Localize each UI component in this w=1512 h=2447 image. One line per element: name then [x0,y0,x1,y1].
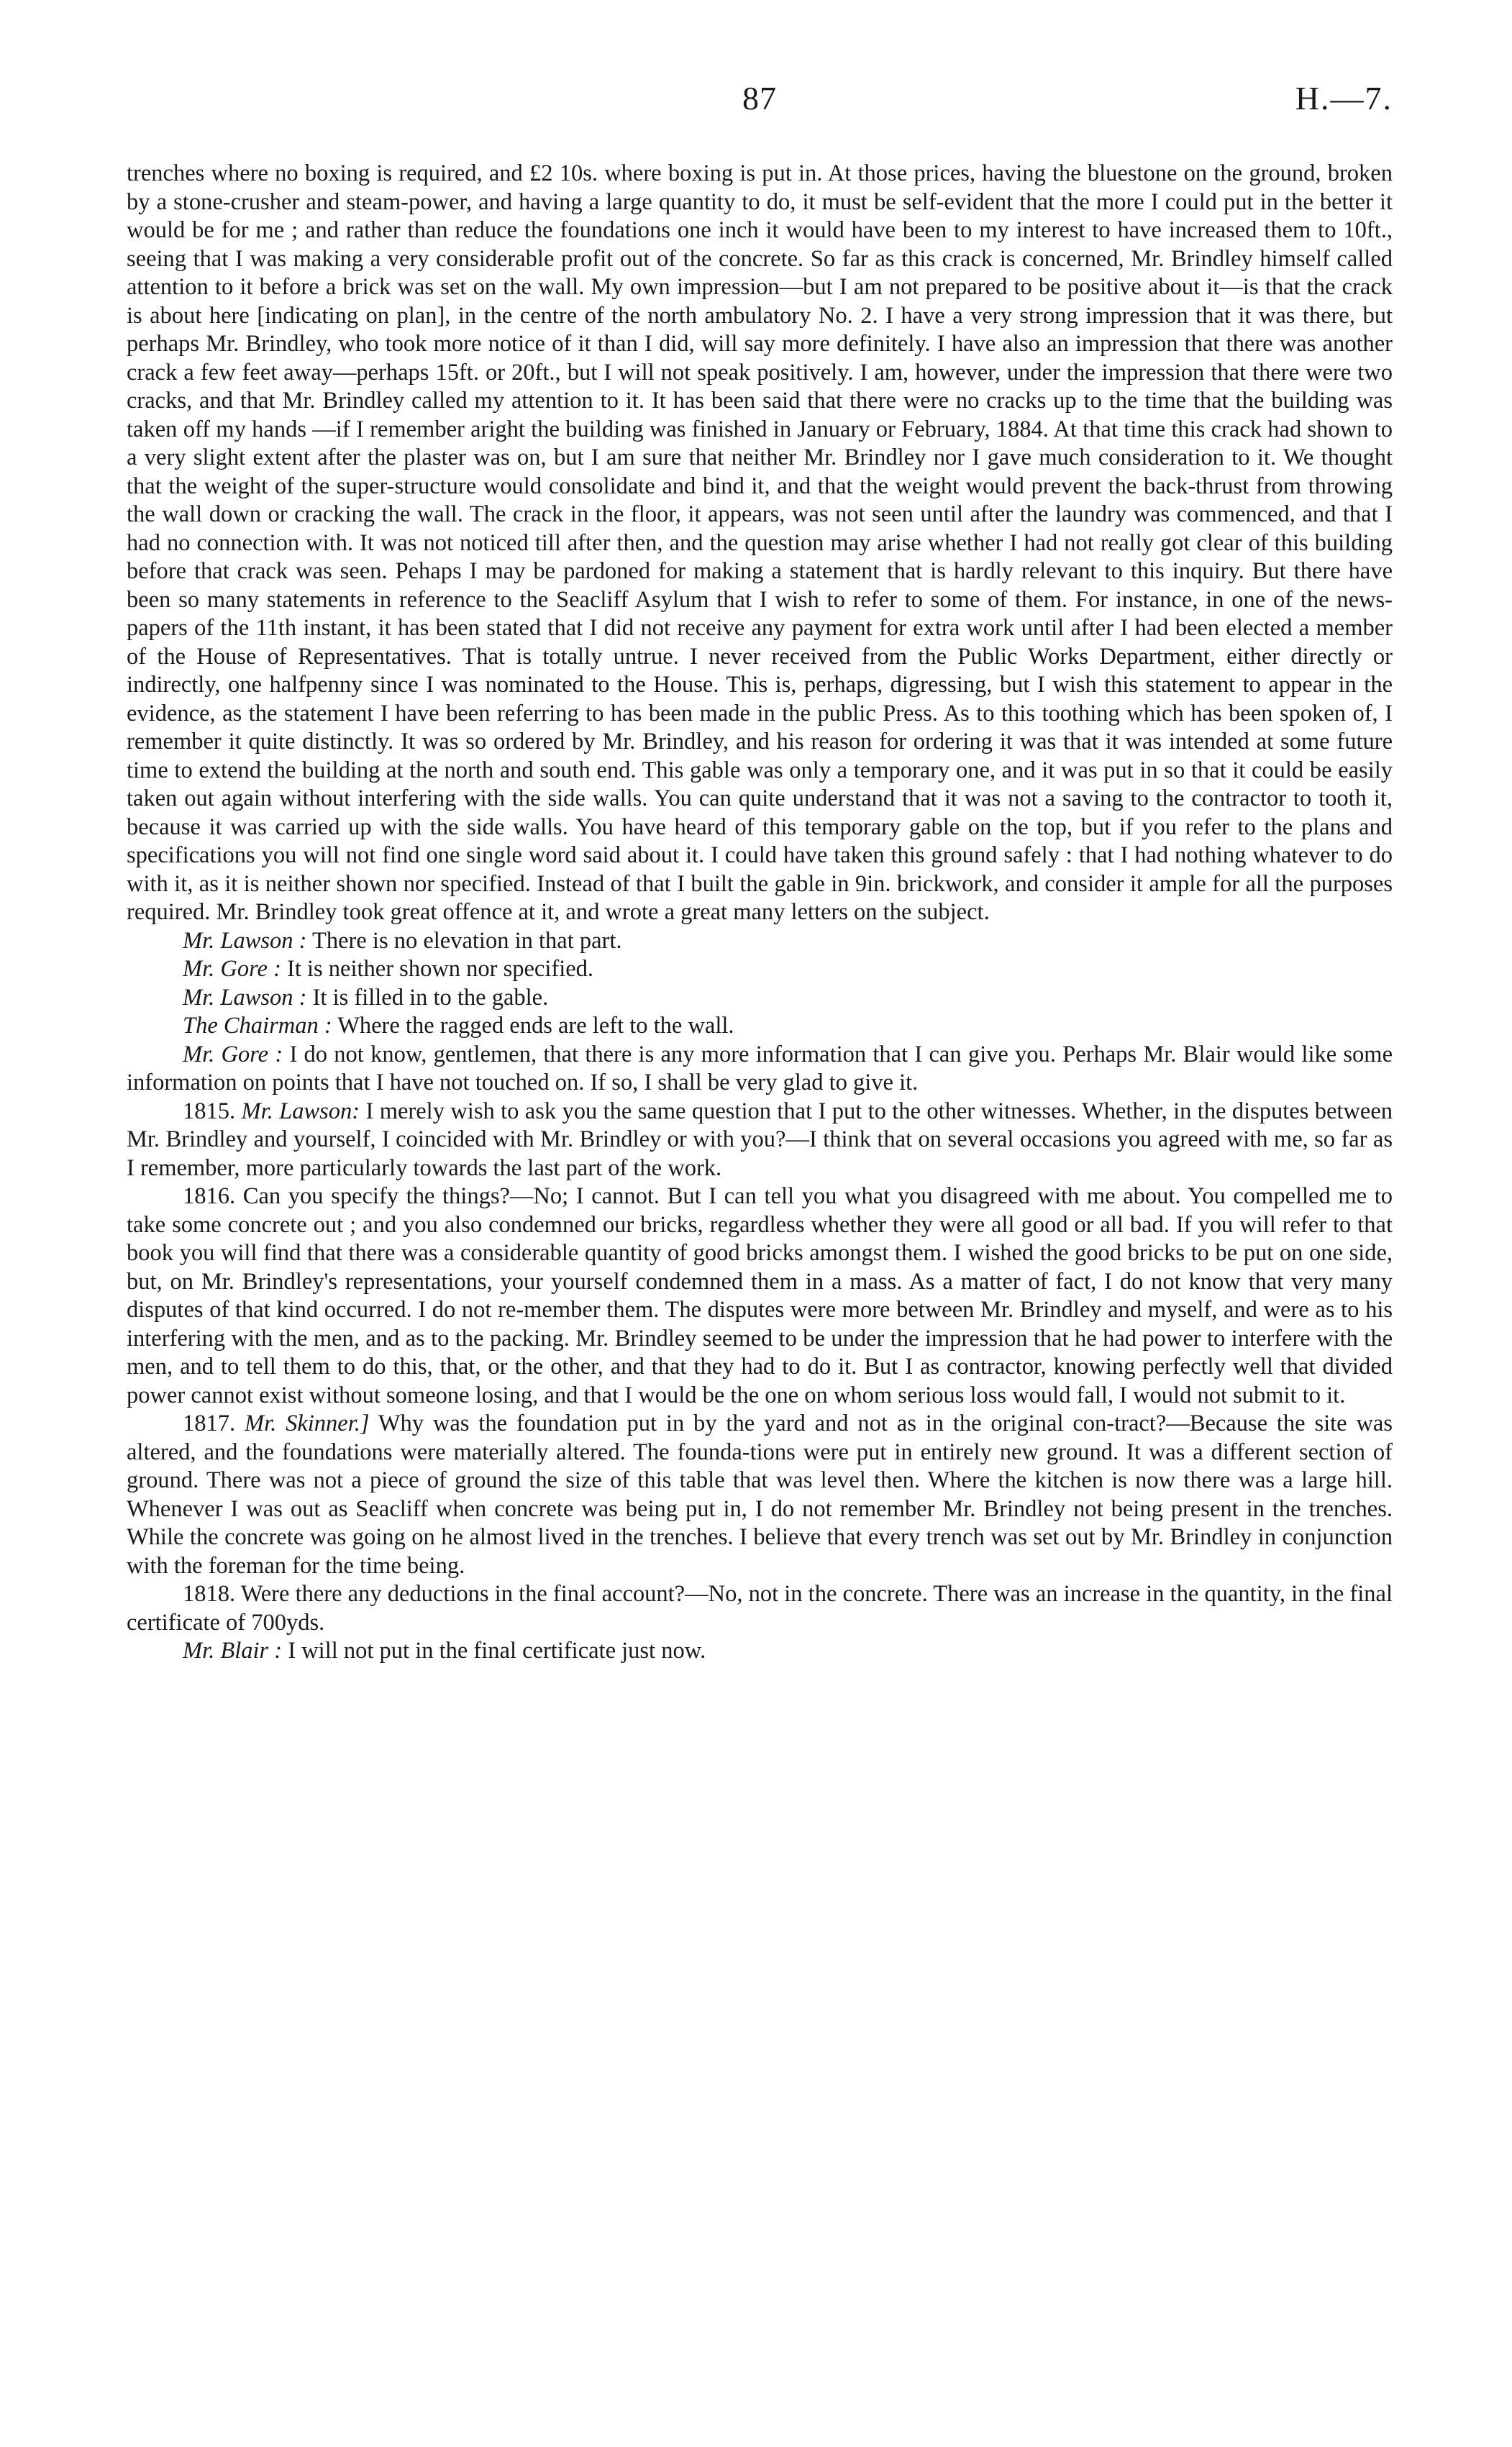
speaker-name: Mr. Lawson: [241,1098,360,1124]
question-1818 [127,1580,1393,1637]
exchange-text: It is filled in to the gable. [312,984,549,1011]
speaker-name: Mr. Skinner.] [245,1411,370,1436]
question-number: 1816. [183,1183,236,1209]
exchange-text: I do not know, gentlemen, that there is any more information that I can give you. Perhaps Mr. Blair would like some information on points that I have not touched on. If so, I shall be very glad to give it. [127,1041,1393,1095]
question-1815 [127,1098,1393,1183]
page-header [127,79,1393,129]
paragraph-testimony: trenches where no boxing is required, and £2 10s. where boxing is put in. At those prices, having the bluestone on the ground, broken by a stone-crusher and steam-power, and having a large quantity to do, it must be self-evident that the more I could put in the better it would be for me ; and rather than reduce the foundations one inch it would have been to my interest to have increased them to 10ft., seeing that I was making a very considerable profit out of the concrete. So far as this crack is concerned, Mr. Brindley himself called attention to it before a brick was set on the wall. My own impression—but I am not prepared to be positive about it—is that the crack is about here [indicating on plan], in the centre of the north ambulatory No. 2. I have a very strong impression that it was there, but perhaps Mr. Brindley, who took more notice of it than I did, will say more definitely. I have also an impression that there was another crack a few feet away—perhaps 15ft. or 20ft., but I will not speak positively. I am, however, under the impression that there were two cracks, and that Mr. Brindley called my attention to it. It has been said that there were no cracks up to the time that the building was taken off my hands —if I remember aright the building was finished in January or February, 1884. At that time this crack had shown to a very slight extent after the plaster was on, but I am sure that neither Mr. Brindley nor I gave much consideration to it. We thought that the weight of the super-structure would consolidate and bind it, and that the weight would prevent the back-thrust from throwing the wall down or cracking the wall. The crack in the floor, it appears, was not seen until after the laundry was commenced, and that I had no connection with. It was not noticed till after then, and the question may arise whether I had not really got clear of this building before that crack was seen. Pehaps I may be pardoned for making a statement that is hardly relevant to this inquiry. But there have been so many statements in reference to the Seacliff Asylum that I wish to refer to some of them. For instance, in one of the news-papers of the 11th instant, it has been stated that I did not receive any payment for extra work until after I had been elected a member of the House of Representatives. That is totally untrue. I never received from the Public Works Department, either directly or indirectly, one halfpenny since I was nominated to the House. This is, perhaps, digressing, but I wish this statement to appear in the evidence, as the statement I have been referring to has been made in the public Press. As to this toothing which has been spoken of, I remember it quite distinctly. It was so ordered by Mr. Brindley, and his reason for ordering it was that it was intended at some future time to extend the building at the north and south end. This gable was only a temporary one, and it was put in so that it could be easily taken out again without interfering with the side walls. You can quite understand that it was not a saving to the contractor to tooth it, because it was carried up with the side walls. You have heard of this temporary gable on the top, but if you refer to the plans and specifications you will not find one single word said about it. I could have taken this ground safely : that I had nothing whatever to do with it, as it is neither shown nor specified. Instead of that I built the gable in 9in. brickwork, and consider it ample for all the purposes required. Mr. Brindley took great offence at it, and wrote a great many letters on the subject. [127,160,1393,925]
question-text: Were there any deductions in the final account?—No, not in the concrete. There was an increase in the quantity, in the final certificate of 700yds. [127,1581,1393,1636]
speaker-name: The Chairman : [183,1013,332,1039]
closing-exchange [127,1637,1393,1666]
speaker-name: Mr. Gore : [183,1041,283,1067]
speaker-name: Mr. Lawson : [183,984,307,1011]
exchange-text: Where the ragged ends are left to the wall. [337,1013,734,1039]
exchange-text: It is neither shown nor specified. [287,956,594,982]
question-text: Why was the foundation put in by the yard and not as in the original con-tract?—Because the site was altered, and the foundations were materially altered. The founda-tions were put in entirely new ground. It was a different section of ground. There was not a piece of ground the size of this table that was level then. Where the kitchen is now there was a large hill. Whenever I was out as Seacliff when concrete was being put in, I do not remember Mr. Brindley not being present in the trenches. While the concrete was going on he almost lived in the trenches. I believe that every trench was set out by Mr. Brindley in conjunction with the foreman for the time being. [127,1411,1393,1579]
question-number: 1815. [183,1098,236,1124]
exchange-text: I will not put in the final certificate just now. [288,1638,706,1664]
question-text: I merely wish to ask you the same question that I put to the other witnesses. Whether, in the disputes between Mr. Brindley and yourself, I coincided with Mr. Brindley or with you?—I think that on several occasions you agreed with me, so far as I remember, more particularly towards the last part of the work. [127,1098,1393,1181]
exchange-line [127,1041,1393,1098]
question-1817 [127,1410,1393,1580]
exchange-line [127,1012,1393,1041]
speaker-name: Mr. Gore : [183,956,281,982]
question-number: 1817. [183,1411,236,1436]
document-reference: H.—7. [1295,80,1393,117]
speaker-name: Mr. Blair : [183,1638,283,1664]
speaker-name: Mr. Lawson : [183,927,307,954]
exchange-text: There is no elevation in that part. [312,927,622,954]
question-text: Can you specify the things?—No; I cannot. But I can tell you what you disagreed with me about. You compelled me to take some concrete out ; and you also condemned our bricks, regardless whether they were all good or all bad. If you will refer to that book you will find that there was a considerable quantity of good bricks amongst them. I wished the good bricks to be put on one side, but, on Mr. Brindley's representations, your yourself condemned them in a mass. As a matter of fact, I do not know that very many disputes of that kind occurred. I do not re-member them. The disputes were more between Mr. Brindley and myself, and were as to his interfering with the men, and as to the packing. Mr. Brindley seemed to be under the impression that he had power to interfere with the men, and to tell them to do this, that, or the other, and that they had to do it. But I as contractor, knowing perfectly well that divided power cannot exist without someone losing, and that I would be the one on whom serious loss would fall, I would not submit to it. [127,1183,1393,1408]
exchange-line [127,984,1393,1013]
body-text [127,160,1393,1666]
exchange-line [127,955,1393,984]
exchange-line [127,927,1393,956]
question-1816 [127,1183,1393,1410]
question-number: 1818. [183,1581,236,1607]
page-number: 87 [742,80,777,117]
